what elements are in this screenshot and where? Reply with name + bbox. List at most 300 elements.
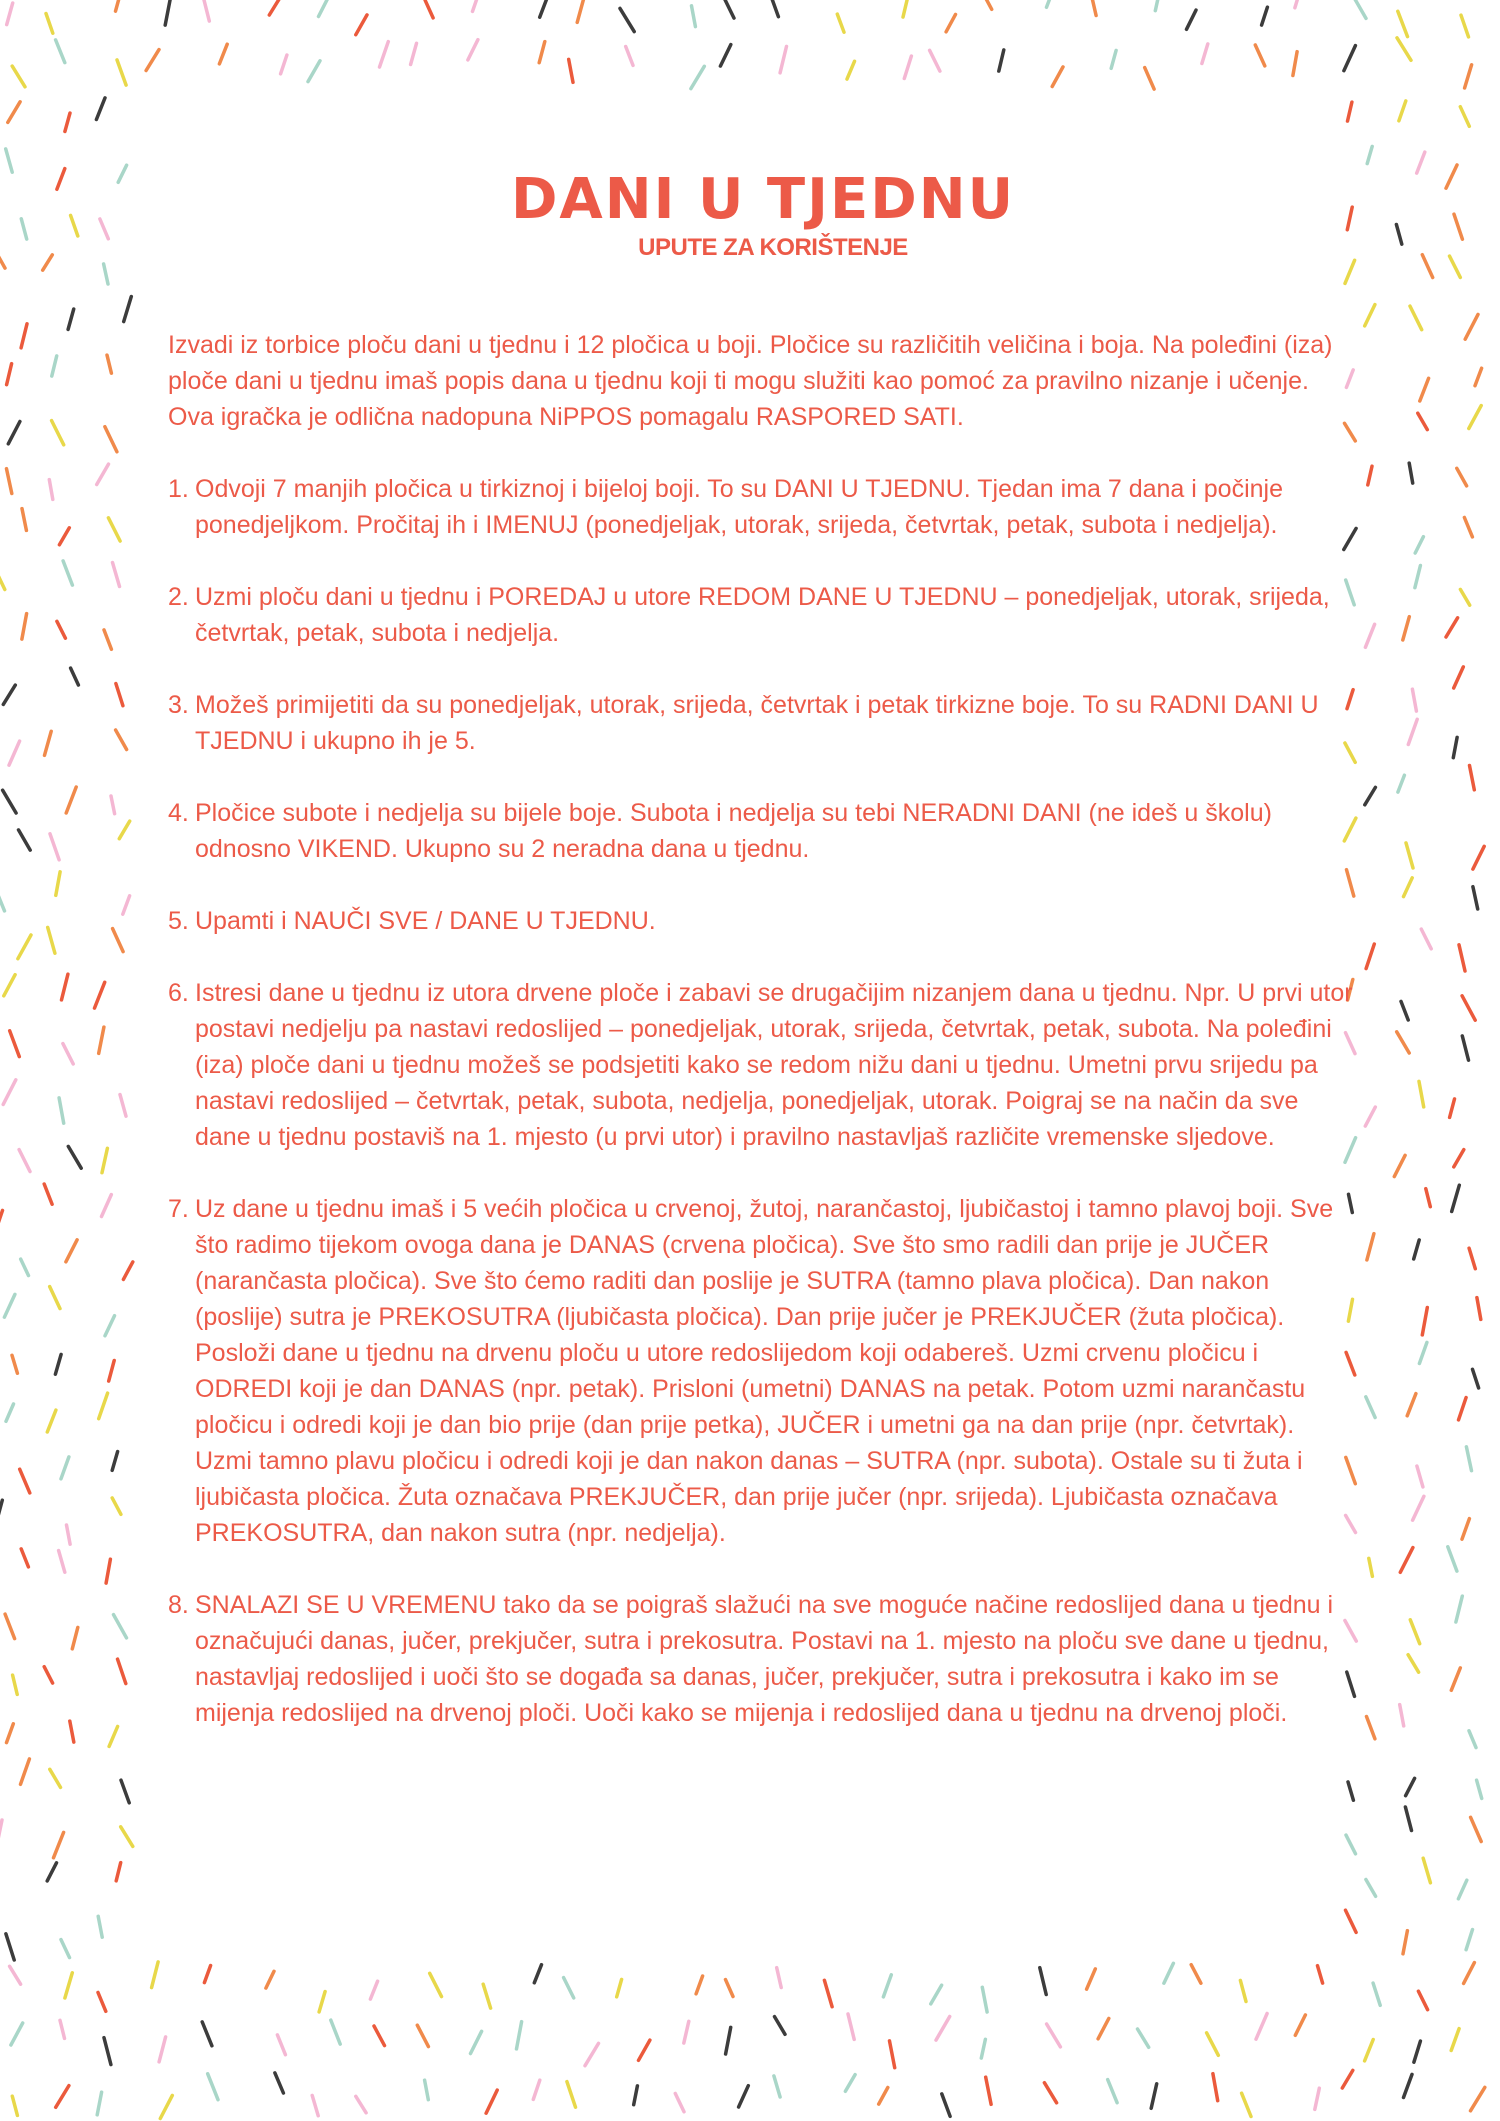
confetti-stroke-233 (72, 1627, 78, 1648)
confetti-stroke-21 (1092, 0, 1096, 16)
confetti-stroke-185 (44, 1184, 52, 1204)
confetti-stroke-324 (1098, 2018, 1109, 2038)
confetti-stroke-209 (47, 1410, 56, 1432)
confetti-stroke-359 (1404, 2074, 1413, 2097)
confetti-stroke-10 (540, 0, 548, 17)
confetti-stroke-356 (1242, 2093, 1251, 2116)
confetti-stroke-293 (982, 1987, 987, 2012)
confetti-stroke-65 (57, 169, 65, 190)
confetti-stroke-134 (1408, 719, 1417, 744)
step-text: Uzmi ploču dani u tjednu i POREDAJ u utore REDOM DANE U TJEDNU – ponedjeljak, utorak, srijeda, četvrtak, petak, subota i nedjelja. (195, 583, 1330, 647)
confetti-stroke-136 (3, 790, 17, 813)
confetti-stroke-246 (109, 1727, 118, 1747)
confetti-stroke-249 (1469, 1731, 1476, 1748)
confetti-stroke-316 (684, 2021, 689, 2043)
confetti-stroke-183 (1454, 1150, 1464, 1167)
confetti-stroke-42 (691, 66, 704, 88)
confetti-stroke-173 (59, 1098, 64, 1123)
confetti-stroke-242 (1408, 1655, 1419, 1673)
confetti-stroke-83 (68, 309, 74, 329)
confetti-stroke-170 (1397, 1032, 1410, 1053)
confetti-stroke-339 (356, 2096, 366, 2113)
confetti-stroke-328 (1295, 2015, 1305, 2035)
confetti-stroke-240 (118, 1659, 126, 1684)
confetti-stroke-200 (1422, 1308, 1427, 1335)
step-number: 7. (168, 1195, 189, 1223)
confetti-stroke-20 (1047, 0, 1054, 7)
confetti-stroke-349 (879, 2088, 888, 2105)
confetti-stroke-101 (49, 480, 53, 500)
confetti-stroke-238 (13, 1675, 18, 1694)
confetti-stroke-8 (425, 0, 433, 18)
confetti-stroke-311 (417, 2025, 428, 2046)
intro-paragraph: Izvadi iz torbice ploču dani u tjednu i 12 pločica u boji. Pločice su različitih veličina i boja. Na poleđini (iza) ploče dani u tjednu imaš popis dana u tjednu koji ti mogu služiti kao pomoć za pravilno nizanje i učenje. Ova igračka je odlična nadopuna NiPPOS pomagalu RASPORED SATI. (168, 331, 1333, 431)
confetti-stroke-277 (152, 1962, 159, 1988)
confetti-stroke-40 (569, 59, 573, 82)
confetti-stroke-191 (66, 1240, 77, 1262)
confetti-stroke-287 (696, 1976, 703, 1994)
confetti-stroke-104 (1409, 463, 1413, 483)
confetti-stroke-252 (121, 1780, 129, 1803)
confetti-stroke-125 (71, 668, 79, 685)
confetti-stroke-159 (1459, 945, 1465, 971)
confetti-stroke-119 (57, 621, 66, 638)
confetti-stroke-334 (97, 2092, 101, 2115)
step-2 (168, 579, 1358, 651)
confetti-stroke-347 (774, 2076, 780, 2097)
confetti-stroke-152 (1404, 878, 1413, 897)
page-subtitle: UPUTE ZA KORIŠTENJE (638, 234, 908, 261)
confetti-stroke-19 (979, 0, 992, 9)
confetti-stroke-218 (1417, 1466, 1423, 1487)
confetti-stroke-62 (1399, 101, 1406, 121)
confetti-stroke-357 (1315, 2088, 1320, 2109)
confetti-stroke-117 (1460, 589, 1469, 605)
confetti-stroke-204 (109, 1361, 115, 1382)
confetti-stroke-182 (1394, 1155, 1405, 1176)
confetti-stroke-336 (208, 2074, 218, 2100)
confetti-stroke-290 (824, 1980, 832, 2006)
confetti-stroke-312 (471, 2031, 482, 2053)
confetti-stroke-34 (281, 55, 287, 74)
confetti-stroke-116 (1415, 566, 1421, 588)
confetti-stroke-288 (726, 1980, 734, 1997)
confetti-stroke-2 (116, 0, 123, 11)
confetti-stroke-298 (1240, 1980, 1246, 2001)
confetti-stroke-230 (1400, 1548, 1413, 1573)
confetti-stroke-306 (159, 2037, 166, 2062)
confetti-stroke-102 (97, 464, 109, 484)
confetti-stroke-195 (1469, 1248, 1475, 1269)
confetti-stroke-305 (104, 2038, 111, 2065)
confetti-stroke-100 (7, 469, 12, 494)
confetti-stroke-95 (52, 421, 64, 445)
confetti-stroke-302 (1464, 1963, 1475, 1984)
confetti-stroke-15 (772, 0, 778, 17)
confetti-stroke-313 (517, 2022, 522, 2049)
confetti-stroke-111 (1464, 518, 1472, 537)
confetti-stroke-53 (1255, 45, 1265, 66)
confetti-stroke-255 (1477, 1780, 1482, 1798)
confetti-stroke-211 (1366, 1397, 1375, 1418)
confetti-stroke-157 (1366, 944, 1374, 969)
confetti-stroke-56 (1397, 38, 1411, 61)
confetti-stroke-226 (21, 1549, 28, 1567)
confetti-stroke-138 (111, 796, 115, 814)
confetti-stroke-353 (1108, 2080, 1117, 2103)
confetti-stroke-322 (981, 2039, 985, 2058)
confetti-stroke-132 (116, 730, 127, 750)
confetti-stroke-130 (9, 741, 20, 765)
confetti-stroke-103 (1368, 466, 1372, 485)
confetti-stroke-253 (1348, 1782, 1353, 1800)
confetti-stroke-105 (1457, 468, 1467, 486)
confetti-stroke-228 (106, 1559, 110, 1583)
confetti-stroke-140 (1398, 775, 1405, 792)
confetti-stroke-231 (1448, 1547, 1457, 1571)
confetti-stroke-17 (903, 0, 909, 17)
confetti-stroke-325 (1138, 2029, 1149, 2047)
confetti-stroke-222 (112, 1498, 121, 1514)
confetti-stroke-326 (1207, 2033, 1219, 2056)
confetti-stroke-215 (61, 1457, 69, 1479)
confetti-stroke-260 (1405, 1807, 1411, 1831)
confetti-stroke-321 (936, 2017, 950, 2041)
confetti-stroke-142 (19, 830, 31, 850)
confetti-stroke-280 (319, 1992, 325, 2012)
confetti-stroke-270 (98, 1916, 102, 1937)
confetti-stroke-124 (3, 685, 15, 704)
confetti-stroke-25 (1295, 0, 1300, 8)
confetti-stroke-341 (486, 2090, 497, 2113)
confetti-stroke-1 (46, 14, 53, 34)
confetti-stroke-114 (113, 563, 120, 587)
step-number: 8. (168, 1591, 189, 1619)
confetti-stroke-4 (204, 0, 209, 21)
confetti-stroke-214 (20, 1469, 30, 1493)
confetti-stroke-39 (539, 42, 545, 63)
confetti-stroke-330 (1414, 2041, 1421, 2062)
confetti-stroke-198 (105, 1316, 115, 1336)
confetti-stroke-337 (275, 2073, 284, 2093)
confetti-stroke-301 (1418, 1991, 1427, 2010)
confetti-stroke-7 (356, 15, 367, 35)
confetti-stroke-106 (22, 509, 26, 531)
confetti-stroke-329 (1365, 2040, 1374, 2061)
confetti-stroke-247 (1367, 1717, 1375, 1739)
confetti-stroke-203 (55, 1354, 61, 1374)
step-4 (168, 795, 1358, 867)
confetti-stroke-23 (1187, 10, 1197, 29)
confetti-stroke-36 (380, 42, 389, 68)
confetti-stroke-266 (1423, 1858, 1430, 1883)
confetti-stroke-37 (411, 43, 417, 64)
confetti-stroke-165 (1462, 996, 1475, 1020)
confetti-stroke-193 (1367, 1234, 1374, 1260)
confetti-stroke-87 (1465, 314, 1478, 339)
confetti-stroke-32 (146, 50, 159, 71)
confetti-stroke-285 (564, 1978, 574, 1998)
confetti-stroke-190 (21, 1259, 29, 1276)
confetti-stroke-291 (883, 1975, 891, 1997)
confetti-stroke-149 (56, 872, 60, 896)
confetti-stroke-85 (1365, 305, 1375, 326)
confetti-stroke-54 (1293, 52, 1297, 76)
confetti-stroke-121 (1365, 624, 1374, 647)
confetti-stroke-320 (890, 2041, 895, 2068)
confetti-stroke-80 (1422, 255, 1432, 278)
confetti-stroke-281 (370, 1981, 377, 1999)
confetti-stroke-308 (277, 2035, 285, 2055)
confetti-stroke-5 (269, 0, 281, 15)
confetti-stroke-219 (1466, 1447, 1471, 1471)
step-7 (168, 1191, 1358, 1551)
confetti-stroke-184 (0, 1210, 3, 1227)
confetti-stroke-77 (43, 255, 53, 270)
confetti-stroke-294 (1040, 1968, 1046, 1995)
step-text: Istresi dane u tjednu iz utora drvene ploče i zabavi se drugačijim nizanjem dana u tjednu. Npr. U prvi utor postavi nedjelju pa nastavi redoslijed – ponedjeljak, utorak, srijeda, četvrtak, petak, subota. Na poleđini (iza) ploče dani u tjednu možeš se podsjetiti kako se redom nižu dani u tjednu. Umetni prvu srijedu pa nastavi redoslijed – četvrtak, petak, subota, nedjelja, ponedjeljak, utorak. Poigraj se na način da sve dane u tjednu postaviš na 1. mjesto (u prvi utor) i pravilno nastavljaš različite vremenske sljedove. (195, 979, 1353, 1151)
confetti-stroke-27 (1398, 11, 1408, 36)
confetti-stroke-96 (105, 427, 117, 452)
confetti-stroke-70 (21, 219, 26, 239)
confetti-stroke-319 (848, 2014, 854, 2040)
confetti-stroke-264 (116, 1863, 121, 1881)
page-title: DANI U TJEDNU (510, 167, 1016, 232)
confetti-stroke-154 (18, 935, 31, 959)
confetti-stroke-220 (0, 1500, 2, 1519)
confetti-stroke-342 (533, 2080, 540, 2099)
confetti-stroke-90 (107, 355, 111, 373)
confetti-stroke-300 (1373, 1983, 1380, 2005)
confetti-stroke-314 (585, 2043, 599, 2065)
step-number: 1. (168, 475, 189, 503)
confetti-stroke-274 (10, 1966, 21, 1984)
confetti-stroke-128 (1412, 689, 1416, 711)
confetti-stroke-88 (7, 364, 12, 385)
confetti-stroke-137 (66, 787, 76, 813)
step-number: 6. (168, 979, 189, 1007)
confetti-stroke-82 (21, 324, 27, 348)
confetti-stroke-64 (6, 149, 13, 172)
confetti-stroke-160 (4, 975, 15, 996)
confetti-stroke-212 (1407, 1394, 1416, 1416)
confetti-stroke-194 (1414, 1240, 1420, 1259)
step-6 (168, 975, 1358, 1155)
confetti-stroke-197 (50, 1287, 60, 1309)
instructions-body (168, 327, 1358, 1731)
confetti-stroke-175 (1365, 1107, 1375, 1126)
confetti-stroke-292 (931, 1985, 942, 2004)
step-number: 4. (168, 799, 189, 827)
confetti-stroke-150 (123, 896, 130, 914)
confetti-stroke-146 (1406, 843, 1413, 868)
confetti-stroke-120 (104, 630, 111, 649)
confetti-stroke-13 (692, 6, 696, 27)
confetti-stroke-243 (1451, 1668, 1460, 1690)
confetti-stroke-299 (1318, 1966, 1323, 1983)
confetti-stroke-51 (1145, 68, 1154, 90)
confetti-stroke-327 (1256, 2014, 1267, 2040)
step-text: Možeš primijetiti da su ponedjeljak, utorak, srijeda, četvrtak i petak tirkizne boje. To su RADNI DANI U TJEDNU i ukupno ih je 5. (195, 691, 1319, 755)
step-number: 3. (168, 691, 189, 719)
confetti-stroke-225 (1462, 1519, 1469, 1540)
confetti-stroke-289 (777, 1968, 782, 1988)
confetti-stroke-315 (639, 2040, 650, 2060)
confetti-stroke-304 (60, 2020, 65, 2038)
confetti-stroke-333 (56, 2086, 69, 2108)
confetti-stroke-256 (0, 1820, 2, 1840)
confetti-stroke-340 (425, 2080, 429, 2100)
confetti-stroke-332 (12, 2096, 17, 2115)
confetti-stroke-284 (534, 1965, 541, 1983)
confetti-stroke-177 (1450, 1099, 1455, 1118)
confetti-stroke-271 (1346, 1910, 1357, 1932)
confetti-stroke-250 (21, 1759, 30, 1784)
step-1 (168, 471, 1358, 543)
confetti-stroke-258 (121, 1827, 133, 1847)
confetti-stroke-186 (102, 1195, 112, 1217)
confetti-stroke-50 (1111, 50, 1116, 68)
confetti-stroke-265 (1366, 1880, 1376, 1897)
confetti-stroke-259 (1346, 1835, 1356, 1854)
confetti-stroke-122 (1403, 617, 1410, 640)
confetti-stroke-269 (61, 1940, 70, 1958)
confetti-stroke-309 (331, 2020, 340, 2044)
confetti-stroke-189 (1452, 1185, 1460, 1211)
confetti-stroke-110 (1415, 537, 1423, 553)
confetti-stroke-153 (1473, 887, 1478, 909)
confetti-stroke-18 (946, 14, 955, 31)
confetti-stroke-348 (845, 2075, 855, 2092)
confetti-stroke-178 (19, 1150, 30, 1172)
confetti-stroke-113 (63, 561, 72, 585)
confetti-stroke-207 (1473, 1369, 1479, 1388)
confetti-stroke-26 (1354, 0, 1366, 18)
confetti-stroke-155 (48, 927, 55, 953)
confetti-stroke-98 (1418, 413, 1428, 429)
confetti-stroke-307 (202, 2022, 212, 2046)
confetti-stroke-12 (620, 8, 634, 31)
confetti-stroke-278 (204, 1966, 210, 1983)
confetti-stroke-360 (1471, 2087, 1485, 2110)
confetti-stroke-9 (473, 0, 481, 11)
confetti-stroke-84 (124, 297, 132, 322)
confetti-stroke-57 (1465, 65, 1472, 88)
confetti-stroke-68 (1417, 152, 1425, 173)
confetti-stroke-35 (308, 61, 320, 82)
confetti-stroke-344 (634, 2086, 638, 2105)
confetti-stroke-350 (942, 2094, 950, 2116)
confetti-stroke-346 (739, 2086, 749, 2107)
confetti-stroke-63 (1460, 107, 1469, 127)
confetti-stroke-179 (68, 1146, 81, 1168)
confetti-stroke-92 (1420, 378, 1429, 401)
confetti-stroke-139 (1365, 787, 1376, 804)
confetti-stroke-86 (1410, 306, 1422, 330)
confetti-stroke-94 (8, 422, 20, 444)
confetti-stroke-229 (1369, 1558, 1373, 1576)
confetti-stroke-196 (4, 1294, 15, 1317)
step-5 (168, 903, 1358, 939)
confetti-stroke-351 (986, 2077, 991, 2104)
confetti-stroke-227 (59, 1551, 65, 1573)
confetti-stroke-166 (10, 1031, 20, 1057)
confetti-stroke-99 (1469, 406, 1481, 429)
confetti-stroke-44 (780, 46, 786, 72)
confetti-stroke-107 (59, 528, 69, 545)
confetti-stroke-237 (1456, 1596, 1462, 1622)
confetti-stroke-49 (1052, 67, 1063, 87)
confetti-stroke-74 (1396, 225, 1401, 245)
confetti-stroke-297 (1191, 1965, 1201, 1984)
confetti-stroke-283 (483, 1984, 490, 2008)
confetti-stroke-224 (1413, 1496, 1424, 1520)
confetti-stroke-76 (0, 247, 5, 268)
confetti-stroke-61 (1348, 102, 1352, 121)
confetti-stroke-31 (117, 60, 126, 85)
confetti-stroke-335 (160, 2095, 172, 2118)
step-text: Pločice subote i nedjelja su bijele boje. Subota i nedjelja su tebi NERADNI DANI (ne ideš u školu) odnosno VIKEND. Ukupno su 2 neradna dana u tjednu. (195, 799, 1272, 863)
confetti-stroke-354 (1151, 2084, 1157, 2109)
step-number: 5. (168, 907, 189, 935)
confetti-stroke-168 (99, 1027, 104, 1053)
confetti-stroke-28 (1461, 15, 1469, 37)
confetti-stroke-345 (675, 2094, 684, 2112)
confetti-stroke-176 (1419, 1081, 1424, 1107)
confetti-stroke-216 (112, 1452, 117, 1471)
confetti-stroke-164 (1401, 1001, 1408, 1020)
confetti-stroke-213 (1459, 1398, 1467, 1420)
confetti-stroke-141 (1470, 766, 1475, 790)
confetti-stroke-158 (1421, 929, 1431, 949)
confetti-stroke-156 (113, 929, 124, 952)
confetti-stroke-24 (1262, 7, 1268, 25)
confetti-stroke-33 (219, 44, 227, 64)
confetti-stroke-188 (1426, 1189, 1431, 1207)
confetti-stroke-93 (1475, 368, 1482, 386)
confetti-stroke-352 (1044, 2083, 1056, 2103)
confetti-stroke-318 (775, 2017, 786, 2035)
confetti-stroke-282 (430, 1973, 442, 1996)
confetti-stroke-38 (468, 40, 478, 60)
instructions-document (168, 167, 1358, 1767)
confetti-stroke-303 (11, 2023, 23, 2045)
confetti-stroke-129 (1454, 667, 1464, 688)
confetti-stroke-71 (71, 215, 78, 236)
confetti-stroke-22 (1155, 0, 1160, 11)
confetti-stroke-323 (1047, 2024, 1061, 2047)
confetti-stroke-148 (0, 886, 5, 911)
step-number: 2. (168, 583, 189, 611)
confetti-stroke-234 (114, 1615, 127, 1638)
confetti-stroke-221 (67, 1525, 71, 1544)
confetti-stroke-0 (7, 3, 13, 25)
confetti-stroke-48 (999, 50, 1004, 71)
confetti-stroke-257 (54, 1832, 64, 1857)
step-8 (168, 1587, 1358, 1731)
confetti-stroke-118 (22, 614, 27, 640)
confetti-stroke-60 (96, 98, 105, 120)
confetti-stroke-81 (1450, 256, 1461, 277)
confetti-stroke-248 (1400, 1705, 1404, 1726)
confetti-stroke-201 (1477, 1298, 1481, 1320)
confetti-stroke-310 (374, 2026, 385, 2046)
confetti-stroke-272 (1403, 1931, 1407, 1954)
confetti-stroke-276 (98, 1993, 106, 2012)
confetti-stroke-331 (1451, 2029, 1459, 2051)
confetti-stroke-202 (12, 1355, 17, 1373)
confetti-stroke-273 (1466, 1930, 1472, 1950)
